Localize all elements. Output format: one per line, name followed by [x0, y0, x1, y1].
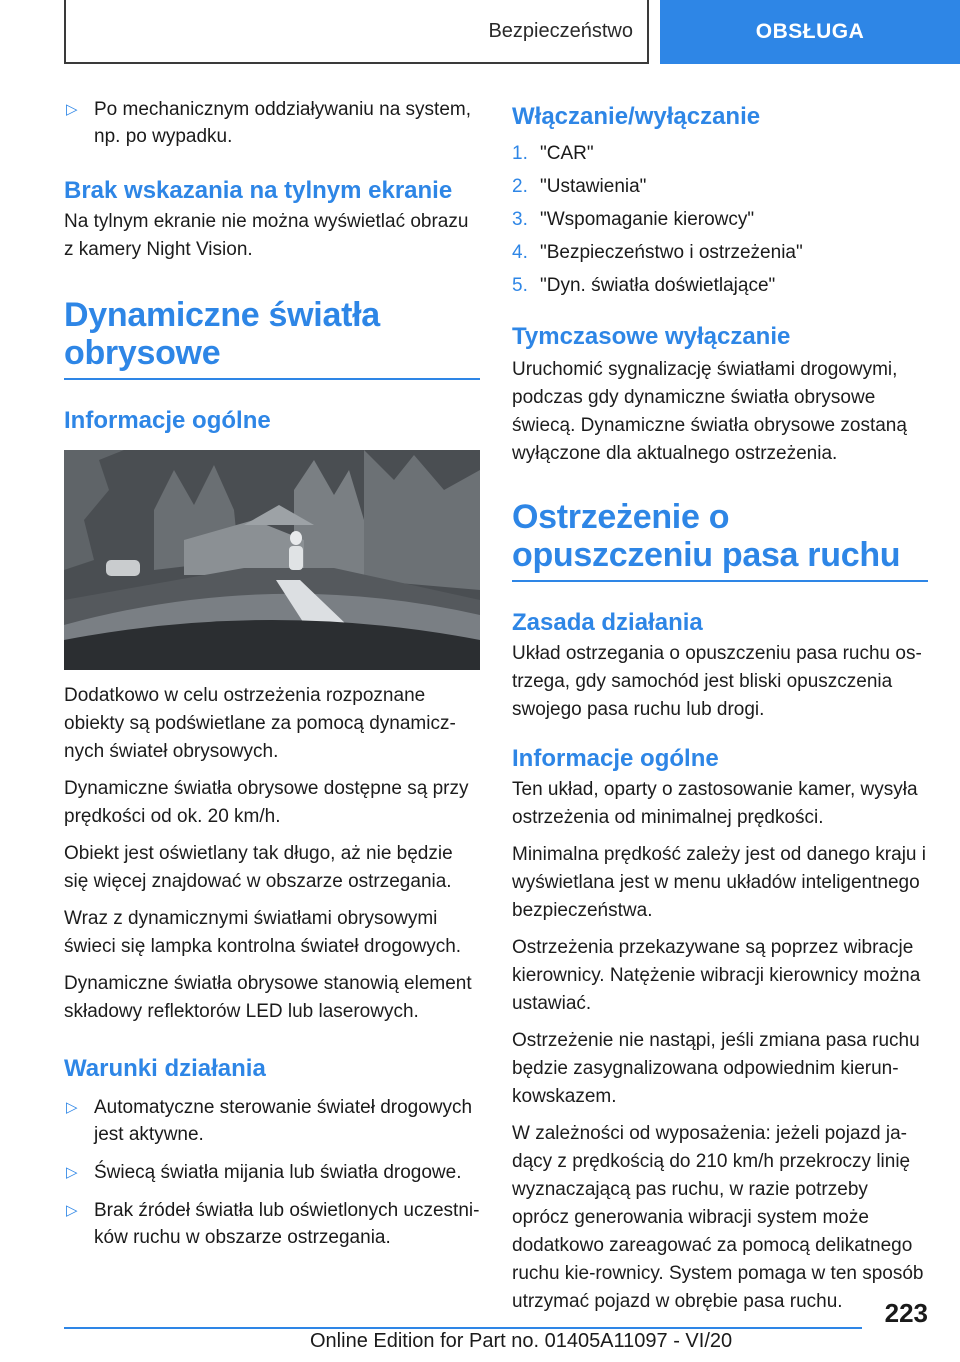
list-item: 4. "Bezpieczeństwo i ostrzeżenia" — [512, 242, 803, 263]
paragraph: Ostrzeżenie nie nastąpi, jeśli zmiana pasa ruchu będzie zasygnalizowana odpowiednim kierun‐kowskazem. — [512, 1030, 920, 1107]
paragraph: Minimalna prędkość zależy jest od danego kraju i wyświetlana jest w menu układów inteligentnego bezpieczeństwa. — [512, 844, 926, 921]
paragraph: Ostrzeżenia przekazywane są poprzez wibracje kierownicy. Natężenie wibracji kierownicy można ustawiać. — [512, 937, 921, 1014]
info-paragraphs — [64, 682, 480, 1026]
heading-dynamic-lights: Dynamiczne światła obrysowe — [64, 296, 480, 380]
heading-general-info: Informacje ogólne — [64, 407, 271, 434]
list-item: 5. "Dyn. światła doświetlające" — [512, 275, 776, 296]
edition-footer: Online Edition for Part no. 01405A11097 - VI/20 — [310, 1330, 733, 1352]
heading-principle: Zasada działania — [512, 609, 703, 636]
list-item: 3. "Wspomaganie kierowcy" — [512, 209, 755, 230]
menu-path-item: "Dyn. światła doświetlające" — [540, 275, 776, 296]
heading-rear-screen: Brak wskazania na tylnym ekranie — [64, 177, 453, 204]
right-column — [512, 96, 928, 1325]
paragraph: Ten układ, oparty o zastosowanie kamer, wysyła ostrzeżenia od minimalnej prędkości. — [512, 779, 918, 828]
footer-divider — [64, 1327, 862, 1329]
chapter-tab[interactable] — [660, 0, 960, 64]
triangle-bullet-icon: ▷ — [66, 101, 78, 118]
paragraph: Dodatkowo w celu ostrzeżenia rozpoznane obiekty są podświetlane za pomocą dynamicz‐nych świateł obrysowych. — [64, 685, 456, 762]
chapter-tab-label: OBSŁUGA — [755, 20, 865, 43]
paragraph: Dynamiczne światła obrysowe dostępne są przy prędkości od ok. 20 km/h. — [64, 778, 469, 827]
heading-conditions: Warunki działania — [64, 1055, 266, 1082]
night-vision-illustration — [64, 450, 480, 670]
paragraph: W zależności od wyposażenia: jeżeli pojazd ja‐dący z prędkością do 210 km/h przekroczy linię wyznaczającą pas ruchu, w razie potrzeby oprócz generowania wibracji system może dodatkowo zareagować za pomocą delikatnego ruchu kie‐rownicy. System pomaga w ten sposób utrzymać pojazd w obrębie pasa ruchu. — [512, 1123, 924, 1312]
triangle-bullet-icon: ▷ — [66, 1099, 78, 1116]
triangle-bullet-icon: ▷ — [66, 1164, 78, 1181]
list-item: 2. "Ustawienia" — [512, 176, 647, 197]
left-column — [64, 96, 480, 1262]
heading-general-info-lane: Informacje ogólne — [512, 745, 719, 772]
paragraph: Uruchomić sygnalizację światłami drogowymi, podczas gdy dynamiczne światła obrysowe świecą. Dynamiczne światła obrysowe zostaną wyłączone dla aktualnego ostrzeżenia. — [512, 359, 907, 464]
list-item: ▷ Świecą światła mijania lub światła drogowe. — [64, 1159, 480, 1186]
menu-path-item: "Bezpieczeństwo i ostrzeżenia" — [540, 242, 803, 263]
menu-path-item: "Ustawienia" — [540, 176, 647, 197]
paragraph: Dynamiczne światła obrysowe stanowią element składowy reflektorów LED lub laserowych. — [64, 973, 472, 1022]
night-vision-image — [64, 450, 480, 670]
menu-path-item: "CAR" — [540, 143, 594, 164]
list-item: ▷ Po mechanicznym oddziaływaniu na system, np. po wypadku. — [64, 96, 480, 150]
heading-lane-departure: Ostrzeżenie o opuszczeniu pasa ruchu — [512, 498, 928, 582]
paragraph: Układ ostrzegania o opuszczeniu pasa ruchu os‐trzega, gdy samochód jest bliski opuszczenia swojego pasa ruchu lub drogi. — [512, 643, 922, 720]
section-title: Bezpieczeństwo — [488, 19, 633, 42]
paragraph: Obiekt jest oświetlany tak długo, aż nie będzie się więcej znajdować w obszarze ostrzegania. — [64, 843, 453, 892]
paragraph: Wraz z dynamicznymi światłami obrysowymi świeci się lampka kontrolna świateł drogowych. — [64, 908, 462, 957]
heading-temporary-off: Tymczasowe wyłączanie — [512, 323, 791, 350]
triangle-bullet-icon: ▷ — [66, 1202, 78, 1219]
menu-path-item: "Wspomaganie kierowcy" — [540, 209, 755, 230]
running-header — [64, 0, 649, 64]
paragraph: Na tylnym ekranie nie można wyświetlać obrazu z kamery Night Vision. — [64, 211, 469, 260]
list-item: 1. "CAR" — [512, 143, 594, 164]
page-number: 223 — [884, 1298, 928, 1328]
heading-on-off: Włączanie/wyłączanie — [512, 103, 761, 130]
steps-list — [512, 142, 928, 298]
list-item: ▷ Automatyczne sterowanie świateł drogowych jest aktywne. — [64, 1094, 480, 1148]
list-item: ▷ Brak źródeł światła lub oświetlonych uczestni‐ków ruchu w obszarze ostrzegania. — [64, 1197, 480, 1251]
